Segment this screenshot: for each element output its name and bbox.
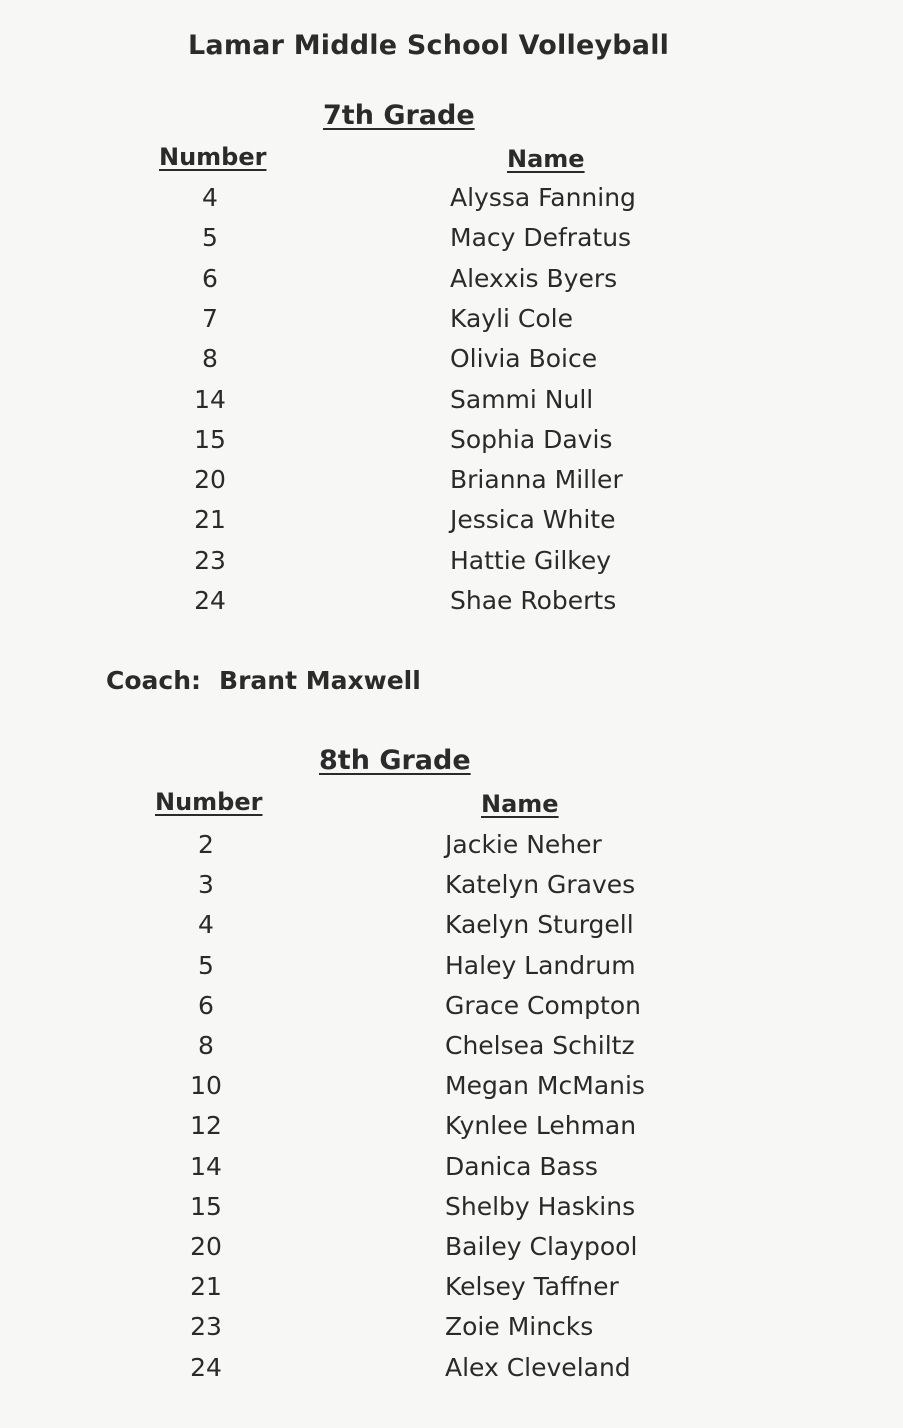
- page-title: Lamar Middle School Volleyball: [188, 30, 670, 61]
- player-name: Megan McManis: [445, 1071, 645, 1101]
- player-number: 15: [190, 1191, 222, 1221]
- coach-line: [106, 666, 421, 695]
- player-number: 4: [202, 183, 218, 212]
- player-name: Katelyn Graves: [445, 870, 636, 900]
- player-number: 23: [190, 1312, 222, 1342]
- player-name: Haley Landrum: [445, 950, 636, 980]
- eighth-grade-heading: 8th Grade: [319, 745, 471, 776]
- player-name: Macy Defratus: [450, 223, 632, 253]
- coach-name: Brant Maxwell: [219, 666, 421, 695]
- player-name: Brianna Miller: [450, 465, 623, 495]
- player-name: Kelsey Taffner: [445, 1272, 619, 1302]
- player-number: 20: [190, 1232, 222, 1261]
- player-name: Zoie Mincks: [445, 1312, 594, 1342]
- player-name: Sammi Null: [450, 384, 594, 414]
- player-number: 4: [198, 910, 214, 940]
- player-name: Alex Cleveland: [445, 1352, 631, 1382]
- player-name: Bailey Claypool: [445, 1232, 638, 1261]
- player-number: 24: [194, 586, 226, 615]
- player-name: Kayli Cole: [450, 303, 573, 333]
- player-number: 8: [202, 344, 218, 374]
- player-name: Kaelyn Sturgell: [445, 910, 634, 940]
- coach-label: Coach:: [106, 666, 202, 695]
- player-number: 12: [190, 1111, 222, 1141]
- player-name: Hattie Gilkey: [450, 545, 612, 575]
- player-number: 14: [194, 384, 226, 414]
- player-number: 24: [190, 1352, 222, 1382]
- player-number: 6: [198, 990, 214, 1020]
- player-name: Shelby Haskins: [445, 1191, 636, 1221]
- player-number: 10: [190, 1071, 222, 1101]
- player-number: 2: [198, 830, 214, 859]
- player-number: 3: [198, 870, 214, 900]
- eighth-name-header: Name: [481, 790, 559, 818]
- player-number: 7: [202, 303, 218, 333]
- player-number: 23: [194, 545, 226, 575]
- player-name: Jessica White: [450, 505, 616, 535]
- player-name: Sophia Davis: [450, 424, 613, 454]
- seventh-name-header: Name: [507, 145, 585, 173]
- player-number: 5: [198, 950, 214, 980]
- player-name: Chelsea Schiltz: [445, 1031, 635, 1060]
- player-number: 21: [194, 505, 226, 535]
- player-name: Alyssa Fanning: [450, 183, 636, 212]
- player-number: 6: [202, 263, 218, 293]
- player-number: 15: [194, 424, 226, 454]
- player-name: Grace Compton: [445, 990, 641, 1020]
- player-number: 21: [190, 1272, 222, 1302]
- seventh-number-header: Number: [159, 143, 267, 171]
- player-name: Alexxis Byers: [450, 263, 618, 293]
- player-name: Shae Roberts: [450, 586, 617, 615]
- player-name: Jackie Neher: [445, 830, 602, 859]
- player-name: Olivia Boice: [450, 344, 598, 374]
- player-number: 8: [198, 1031, 214, 1060]
- player-name: Danica Bass: [445, 1151, 598, 1181]
- eighth-number-header: Number: [155, 788, 263, 816]
- player-number: 20: [194, 465, 226, 495]
- seventh-grade-heading: 7th Grade: [323, 100, 475, 131]
- player-number: 5: [202, 223, 218, 253]
- player-number: 14: [190, 1151, 222, 1181]
- player-name: Kynlee Lehman: [445, 1111, 637, 1141]
